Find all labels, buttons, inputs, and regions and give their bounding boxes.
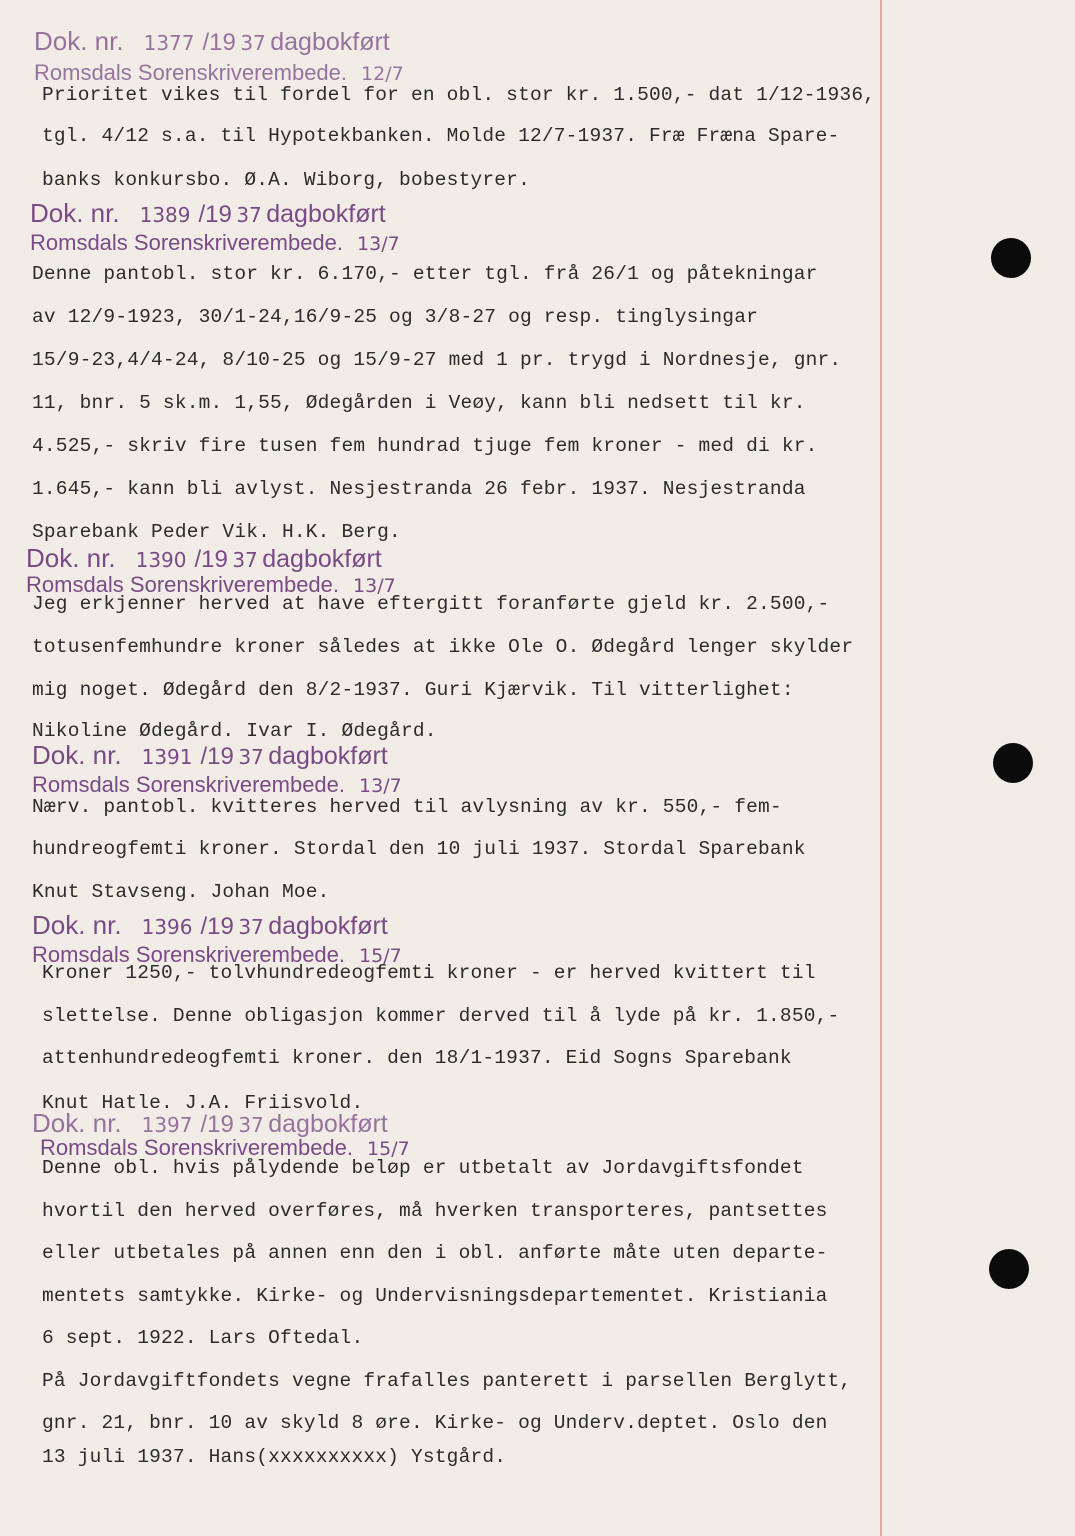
doc-number: 1391 bbox=[141, 745, 193, 769]
dok-label: Dok. nr. bbox=[26, 543, 116, 573]
year-prefix: /19 bbox=[200, 743, 234, 770]
stamp-word: dagbokført bbox=[268, 742, 388, 770]
dok-label: Dok. nr. bbox=[30, 198, 120, 228]
red-margin-line bbox=[880, 0, 882, 1536]
text-line: totusenfemhundre kroner således at ikke Ole O. Ødegård lenger skylder bbox=[32, 636, 854, 658]
year-suffix: 37 bbox=[232, 548, 258, 572]
text-line: Denne obl. hvis pålydende beløp er utbetalt av Jordavgiftsfondet bbox=[42, 1157, 804, 1179]
punch-hole-icon bbox=[991, 238, 1031, 278]
text-line: Nærv. pantobl. kvitteres herved til avlysning av kr. 550,- fem- bbox=[32, 796, 782, 818]
doc-stamp bbox=[30, 198, 386, 229]
office-stamp bbox=[34, 60, 404, 86]
text-line: mentets samtykke. Kirke- og Undervisningsdepartementet. Kristiania bbox=[42, 1285, 828, 1307]
text-line: Kroner 1250,- tolvhundredeogfemti kroner - er herved kvittert til bbox=[42, 962, 816, 984]
stamp-word: dagbokført bbox=[262, 545, 382, 573]
doc-stamp bbox=[34, 26, 390, 57]
text-line: gnr. 21, bnr. 10 av skyld 8 øre. Kirke- og Underv.deptet. Oslo den bbox=[42, 1412, 828, 1434]
text-line: 4.525,- skriv fire tusen fem hundrad tjuge fem kroner - med di kr. bbox=[32, 435, 818, 457]
text-line: Knut Hatle. J.A. Friisvold. bbox=[42, 1092, 364, 1114]
dok-label: Dok. nr. bbox=[32, 910, 122, 940]
year-suffix: 37 bbox=[238, 745, 264, 769]
text-line: tgl. 4/12 s.a. til Hypotekbanken. Molde 12/7-1937. Fræ Fræna Spare- bbox=[42, 125, 840, 147]
text-line: Prioritet vikes til fordel for en obl. stor kr. 1.500,- dat 1/12-1936, bbox=[42, 84, 876, 106]
year-prefix: /19 bbox=[194, 546, 228, 573]
text-line: hundreogfemti kroner. Stordal den 10 juli 1937. Stordal Sparebank bbox=[32, 838, 806, 860]
doc-number: 1389 bbox=[139, 203, 191, 227]
stamp-date: 15/7 bbox=[367, 1138, 410, 1160]
office-name: Romsdals Sorenskriverembede. bbox=[32, 772, 346, 797]
doc-stamp bbox=[32, 740, 388, 771]
text-line: Jeg erkjenner herved at have eftergitt foranførte gjeld kr. 2.500,- bbox=[32, 593, 830, 615]
doc-stamp bbox=[26, 543, 382, 574]
dok-label: Dok. nr. bbox=[32, 1108, 122, 1138]
stamp-date: 13/7 bbox=[353, 575, 396, 597]
dok-label: Dok. nr. bbox=[32, 740, 122, 770]
doc-number: 1377 bbox=[143, 31, 195, 55]
text-line: 6 sept. 1922. Lars Oftedal. bbox=[42, 1327, 364, 1349]
text-line: slettelse. Denne obligasjon kommer derved til å lyde på kr. 1.850,- bbox=[42, 1005, 840, 1027]
stamp-word: dagbokført bbox=[268, 1110, 388, 1138]
text-line: hvortil den herved overføres, må hverken transporteres, pantsettes bbox=[42, 1200, 828, 1222]
text-line: mig noget. Ødegård den 8/2-1937. Guri Kjærvik. Til vitterlighet: bbox=[32, 679, 794, 701]
text-line: Knut Stavseng. Johan Moe. bbox=[32, 881, 330, 903]
stamp-date: 13/7 bbox=[359, 775, 402, 797]
text-line: av 12/9-1923, 30/1-24,16/9-25 og 3/8-27 og resp. tinglysingar bbox=[32, 306, 759, 328]
doc-number: 1390 bbox=[135, 548, 187, 572]
text-line: 15/9-23,4/4-24, 8/10-25 og 15/9-27 med 1 pr. trygd i Nordnesje, gnr. bbox=[32, 349, 842, 371]
office-name: Romsdals Sorenskriverembede. bbox=[32, 942, 346, 967]
text-line: Sparebank Peder Vik. H.K. Berg. bbox=[32, 521, 401, 543]
text-line: 1.645,- kann bli avlyst. Nesjestranda 26 febr. 1937. Nesjestranda bbox=[32, 478, 806, 500]
text-line: Nikoline Ødegård. Ivar I. Ødegård. bbox=[32, 720, 437, 742]
text-line: eller utbetales på annen enn den i obl. anførte måte uten departe- bbox=[42, 1242, 828, 1264]
stamp-word: dagbokført bbox=[266, 200, 386, 228]
doc-number: 1397 bbox=[141, 1113, 193, 1137]
year-suffix: 37 bbox=[240, 31, 266, 55]
text-line: På Jordavgiftfondets vegne frafalles panterett i parsellen Berglytt, bbox=[42, 1370, 852, 1392]
punch-hole-icon bbox=[989, 1249, 1029, 1289]
text-line: 13 juli 1937. Hans(xxxxxxxxxx) Ystgård. bbox=[42, 1446, 507, 1468]
doc-number: 1396 bbox=[141, 915, 193, 939]
year-suffix: 37 bbox=[238, 1113, 264, 1137]
stamp-word: dagbokført bbox=[268, 912, 388, 940]
stamp-date: 15/7 bbox=[359, 945, 402, 967]
year-prefix: /19 bbox=[200, 1111, 234, 1138]
text-line: attenhundredeogfemti kroner. den 18/1-1937. Eid Sogns Sparebank bbox=[42, 1047, 792, 1069]
year-suffix: 37 bbox=[236, 203, 262, 227]
year-suffix: 37 bbox=[238, 915, 264, 939]
office-name: Romsdals Sorenskriverembede. bbox=[26, 572, 340, 597]
text-line: Denne pantobl. stor kr. 6.170,- etter tgl. frå 26/1 og påtekningar bbox=[32, 263, 818, 285]
office-name: Romsdals Sorenskriverembede. bbox=[40, 1135, 354, 1160]
doc-stamp bbox=[32, 910, 388, 941]
year-prefix: /19 bbox=[200, 913, 234, 940]
dok-label: Dok. nr. bbox=[34, 26, 124, 56]
office-name: Romsdals Sorenskriverembede. bbox=[34, 60, 348, 85]
punch-hole-icon bbox=[993, 743, 1033, 783]
year-prefix: /19 bbox=[202, 29, 236, 56]
office-name: Romsdals Sorenskriverembede. bbox=[30, 230, 344, 255]
stamp-date: 13/7 bbox=[357, 233, 400, 255]
stamp-word: dagbokført bbox=[270, 28, 390, 56]
year-prefix: /19 bbox=[198, 201, 232, 228]
text-line: 11, bnr. 5 sk.m. 1,55, Ødegården i Veøy, kann bli nedsett til kr. bbox=[32, 392, 806, 414]
stamp-date: 12/7 bbox=[361, 63, 404, 85]
text-line: banks konkursbo. Ø.A. Wiborg, bobestyrer. bbox=[42, 169, 530, 191]
office-stamp bbox=[30, 230, 400, 256]
office-stamp bbox=[32, 772, 402, 798]
